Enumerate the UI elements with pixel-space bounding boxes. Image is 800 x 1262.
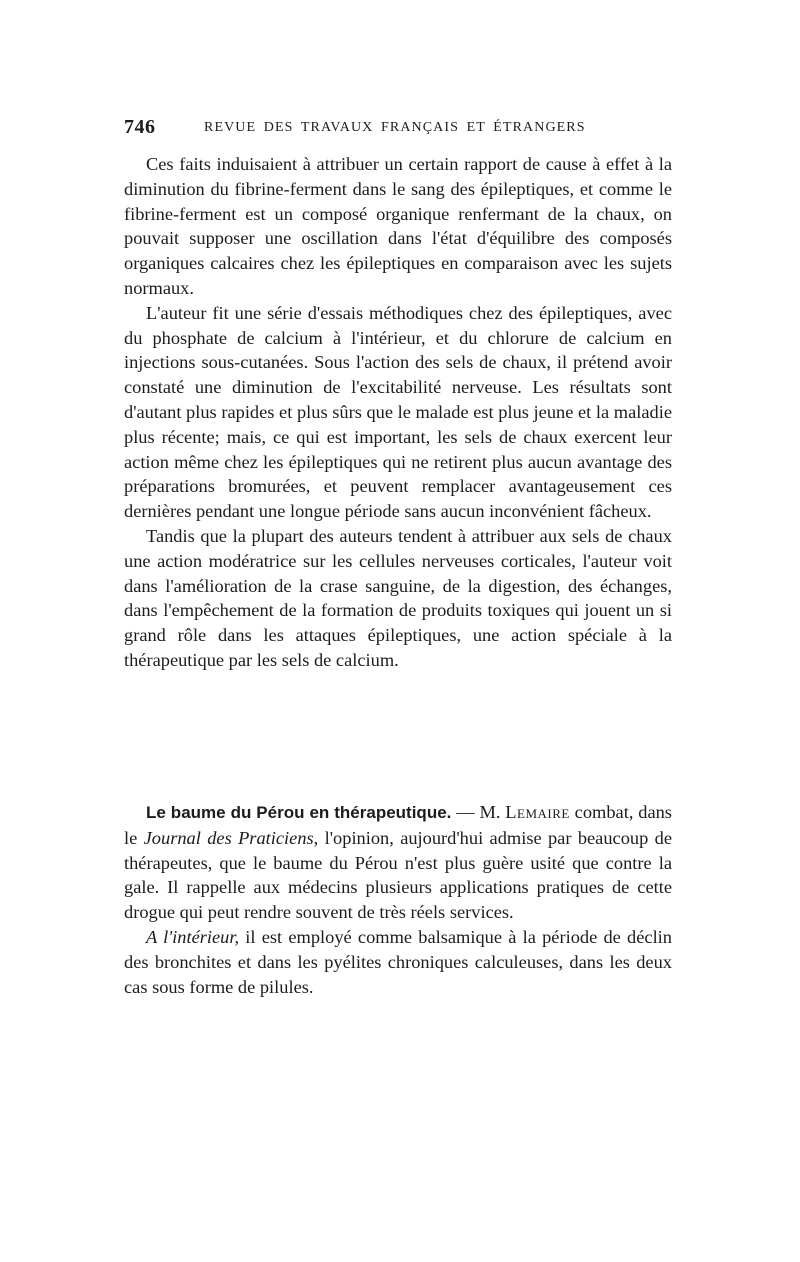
page-header — [124, 116, 672, 140]
paragraph-1: Ces faits induisaient à attribuer un certain rapport de cause à effet à la diminution du fibrine-ferment dans le sang des épileptiques, et comme le fibrine-ferment est un composé organique renfermant de la chaux, on pouvait supposer une oscillation dans l'état d'équilibre des composés organiques calcaires chez les épileptiques en comparaison avec les sujets normaux. — [124, 154, 672, 298]
section-intro-paragraph — [124, 800, 672, 925]
intro-text-before-journal: combat, dans le — [124, 802, 672, 848]
author-initial: M. — [479, 802, 506, 822]
paragraph-3: Tandis que la plupart des auteurs tendent à attribuer aux sels de chaux une action modératrice sur les cellules nerveuses corticales, l'auteur voit dans l'amélioration de la crase sanguine, de la digestion, des échanges, dans l'empêchement de la formation de produits toxiques qui jouent un si grand rôle dans les attaques épileptiques, une action spéciale à la thérapeutique par les sels de calcium. — [124, 525, 672, 670]
running-head: REVUE DES TRAVAUX FRANÇAIS ET ÉTRANGERS — [204, 120, 586, 135]
author-name: Lemaire — [505, 802, 570, 822]
section-second-paragraph — [124, 925, 672, 999]
section-title: Le baume du Pérou en thérapeutique. — [146, 803, 452, 822]
journal-title: Journal des Praticiens — [143, 827, 314, 848]
intro-text-after-journal: , l'opinion, aujourd'hui admise par beaucoup de thérapeutes, que le baume du Pérou n'est plus guère usité que contre la gale. Il rappelle aux médecins plusieurs applications pratiques de cette drogue qui peut rendre souvent de très réels services. — [124, 827, 673, 923]
section-baume-du-perou — [124, 800, 672, 999]
paragraph-lead-italic: A l'intérieur, — [146, 926, 240, 947]
paragraph-2: L'auteur fit une série d'essais méthodiques chez des épileptiques, avec du phosphate de calcium à l'intérieur, et du chlorure de calcium en injections sous-cutanées. Sous l'action des sels de chaux, il prétend avoir constaté une diminution de l'excitabilité nerveuse. Les résultats sont d'autant plus rapides et plus sûrs que le malade est plus jeune et la maladie plus récente; mais, ce qui est important, les sels de chaux exercent leur action même chez les épileptiques qui ne retirent plus aucun avantage des préparations bromurées, et peuvent remplacer avantageusement ces dernières pendant une longue période sans aucun inconvénient fâcheux. — [124, 302, 672, 522]
page-number: 746 — [124, 116, 156, 138]
article-continuation — [124, 152, 672, 673]
title-dash: — — [451, 802, 480, 822]
paragraph-body: il est employé comme balsamique à la période de déclin des bronchites et dans les pyélites chroniques calculeuses, dans les deux cas sous forme de pilules. — [124, 926, 672, 997]
